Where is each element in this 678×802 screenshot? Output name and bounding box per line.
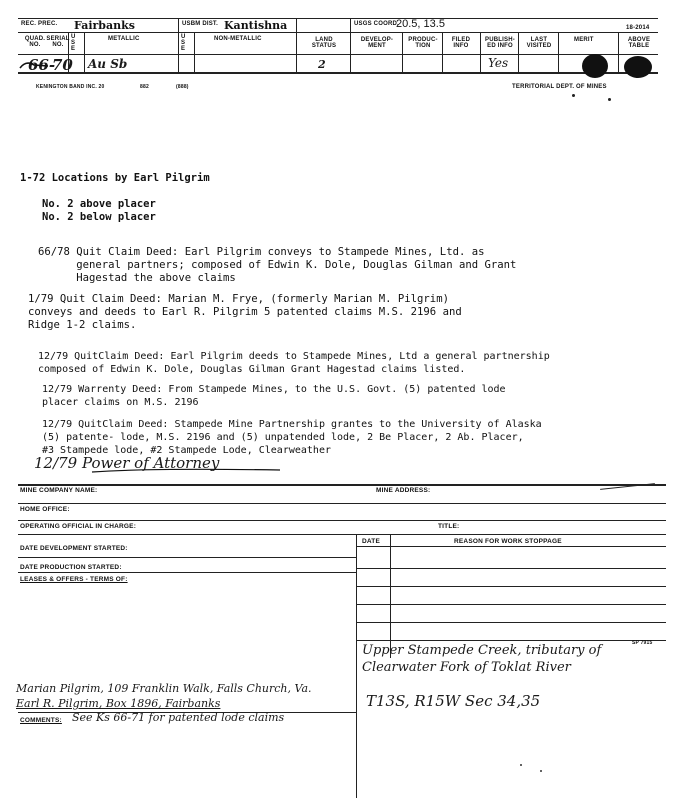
published-info-label: PUBLISH- ED INFO xyxy=(485,37,515,49)
serial-value: 70 xyxy=(52,56,73,74)
owner-line-1: Marian Pilgrim, 109 Franklin Walk, Falls Church, Va. xyxy=(16,682,312,695)
development-label: DEVELOP- MENT xyxy=(360,37,394,49)
operating-official-label: OPERATING OFFICIAL IN CHARGE: xyxy=(20,523,137,530)
serial-no-label: SERIAL NO. xyxy=(46,36,70,48)
metallic-label: METALLIC xyxy=(108,36,140,42)
quad-value: 66- xyxy=(28,56,56,74)
mine-address-label: MINE ADDRESS: xyxy=(376,487,431,494)
date-production-label: DATE PRODUCTION STARTED: xyxy=(20,564,122,571)
rec-prec-label: REC. PREC. xyxy=(21,21,58,27)
merit-label: MERIT xyxy=(574,37,594,43)
leases-offers-label: LEASES & OFFERS - TERMS OF: xyxy=(20,576,128,583)
form-number: 18-2014 xyxy=(626,25,650,31)
mine-company-label: MINE COMPANY NAME: xyxy=(20,487,98,494)
location-note: Upper Stampede Creek, tributary of Clearwater Fork of Toklat River xyxy=(362,643,602,675)
merit-ink-mark xyxy=(582,54,608,78)
department-label: TERRITORIAL DEPT. OF MINES xyxy=(512,84,607,90)
rec-prec-value: Fairbanks xyxy=(74,19,135,32)
handwritten-power-of-attorney: 12/79 Power of Attorney xyxy=(34,454,220,472)
comments-value: See Ks 66-71 for patented lode claims xyxy=(72,711,285,724)
deed-entry-4: 12/79 Warrenty Deed: From Stampede Mines, to the U.S. Govt. (5) patented lode placer claims on M.S. 2196 xyxy=(42,384,506,408)
printer-note: (888) xyxy=(176,84,189,90)
last-visited-label: LAST VISITED xyxy=(526,37,552,49)
township-range: T13S, R15W Sec 34,35 xyxy=(366,692,541,710)
location-item-2: No. 2 below placer xyxy=(42,211,156,223)
deed-entry-5: 12/79 QuitClaim Deed: Stampede Mine Partnership grantes to the University of Alaska (5) patente- lode, M.S. 2196 and (5) unpatended lode, 2 Be Placer, 2 Ab. Placer, #3 Stampede lode, #2 Stampede Lode, Clearweather xyxy=(42,419,542,456)
quad-no-label: QUAD. NO. xyxy=(24,36,46,48)
land-status-label: LAND STATUS xyxy=(311,37,337,49)
document-title: 1-72 Locations by Earl Pilgrim xyxy=(20,172,210,184)
usgs-coord-label: USGS COORD. xyxy=(354,21,399,27)
location-item-1: No. 2 above placer xyxy=(42,198,156,210)
printer-code: 882 xyxy=(140,84,149,90)
title-label: TITLE: xyxy=(438,523,460,530)
metallic-value: Au Sb xyxy=(88,57,128,71)
usbm-dist-value: Kantishna xyxy=(224,19,288,32)
published-value: Yes xyxy=(488,56,509,70)
usgs-coord-value: 20.5, 13.5 xyxy=(396,18,445,30)
reason-stoppage-label: REASON FOR WORK STOPPAGE xyxy=(454,538,562,545)
deed-entry-3: 12/79 QuitClaim Deed: Earl Pilgrim deeds to Stampede Mines, Ltd a general partnership composed of Edwin K. Dole, Douglas Gilman Grant Hagestad claims listed. xyxy=(38,351,550,375)
poa-underline xyxy=(90,466,290,476)
filed-info-label: FILED INFO xyxy=(451,37,471,49)
home-office-label: HOME OFFICE: xyxy=(20,506,70,513)
date-column-label: DATE xyxy=(362,538,381,545)
above-table-label: ABOVE TABLE xyxy=(627,37,651,49)
metallic-codes: U S E xyxy=(71,34,76,52)
deed-entry-2: 1/79 Quit Claim Deed: Marian M. Frye, (formerly Marian M. Pilgrim) conveys and deeds to Earl R. Pilgrim 5 patented claims M.S. 2196 and Ridge 1-2 claims. xyxy=(28,293,462,331)
header-table xyxy=(18,18,658,82)
comments-label: COMMENTS: xyxy=(20,717,62,724)
land-status-value: 2 xyxy=(318,58,326,71)
owner-line-2: Earl R. Pilgrim, Box 1896, Fairbanks xyxy=(16,697,221,710)
hand-stroke xyxy=(18,56,118,74)
nonmetallic-label: NON-METALLIC xyxy=(214,36,262,42)
above-table-ink-mark xyxy=(624,56,652,78)
form-code: SP 7915 xyxy=(632,640,653,646)
deed-entry-1: 66/78 Quit Claim Deed: Earl Pilgrim conveys to Stampede Mines, Ltd. as general partners; composed of Edwin K. Dole, Douglas Gilman and Grant Hagestad the above claims xyxy=(38,246,517,284)
date-development-label: DATE DEVELOPMENT STARTED: xyxy=(20,545,128,552)
nonmetallic-codes: U S E xyxy=(181,34,186,52)
production-label: PRODUC- TION xyxy=(408,37,438,49)
usbm-dist-label: USBM DIST. xyxy=(182,21,219,27)
printer-line: KENINGTON BAND INC. 20 xyxy=(36,84,105,90)
